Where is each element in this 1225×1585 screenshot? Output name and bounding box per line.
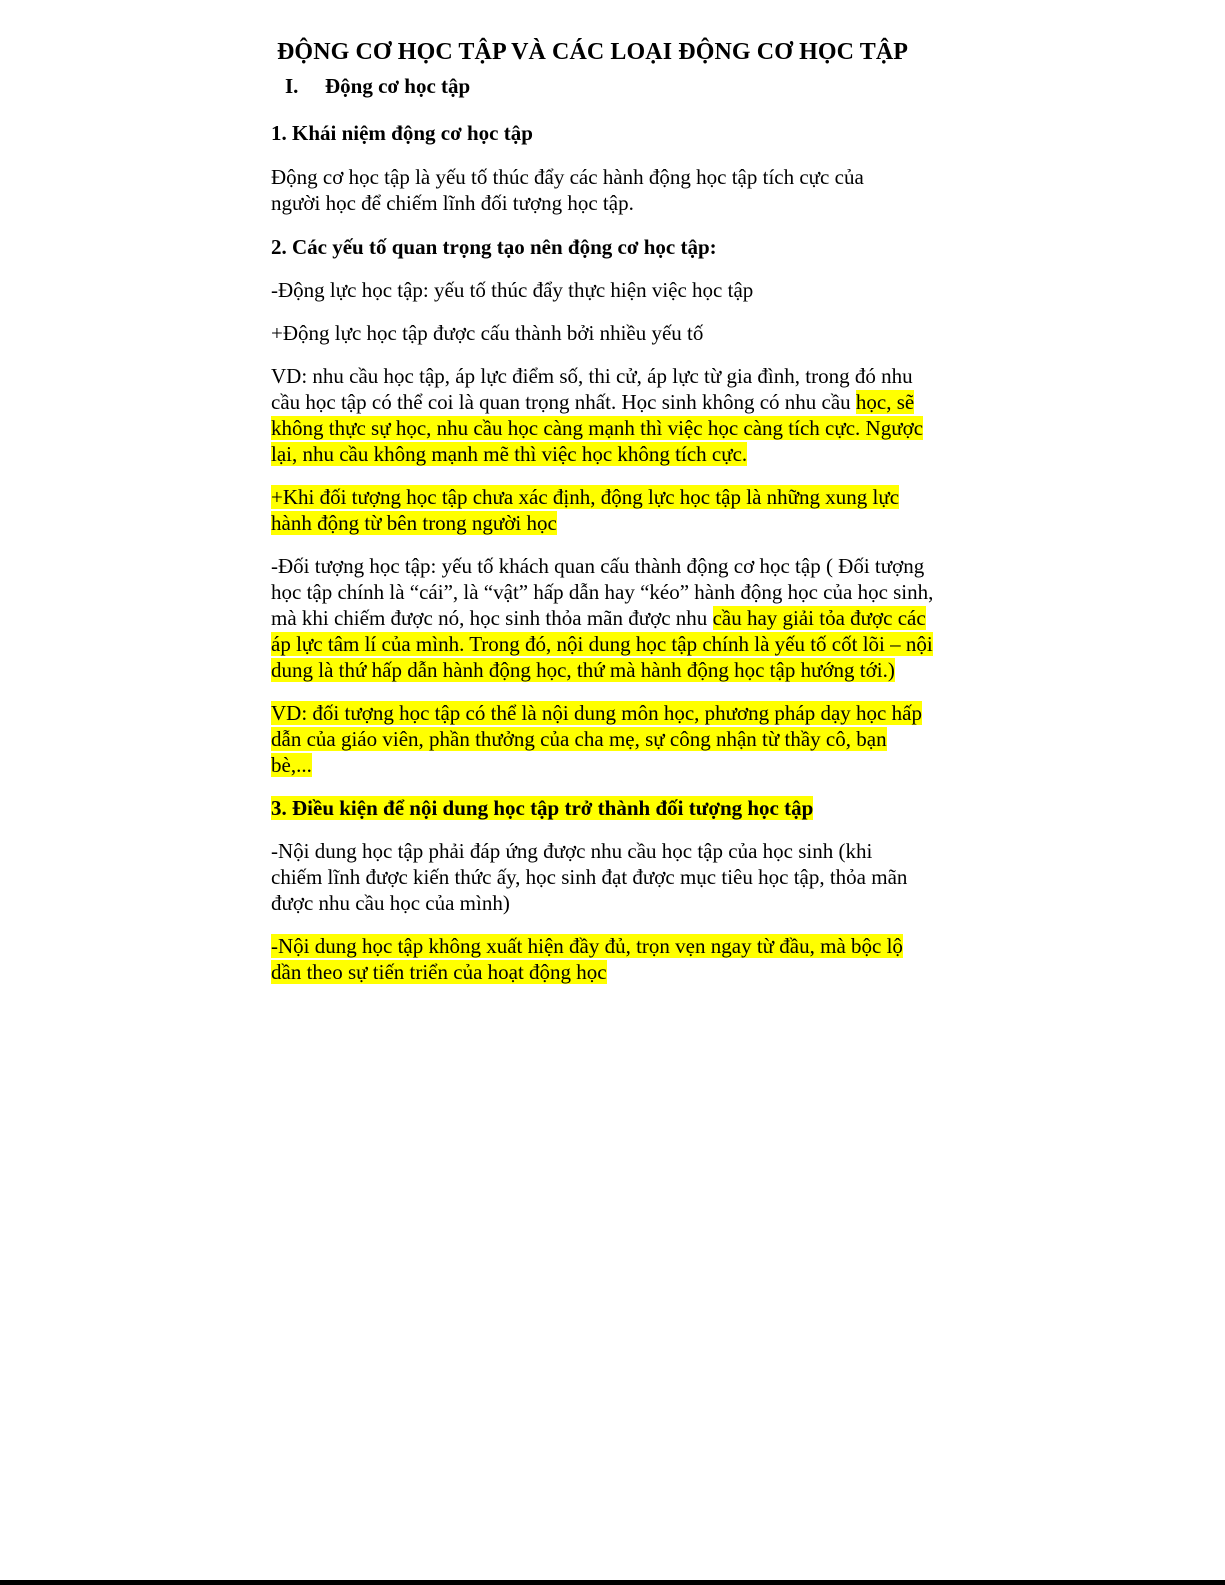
paragraph-motivation-factors: +Động lực học tập được cấu thành bởi nhiều yếu tố [271, 321, 704, 345]
heading-3 [271, 795, 951, 821]
highlighted-text: học, sẽ không thực sự học, nhu cầu học càng mạnh thì việc học càng tích cực. Ngược lại, nhu cầu không mạnh mẽ thì việc học không tích cực. [271, 390, 924, 466]
page-bottom-border [0, 1580, 1225, 1585]
section-heading [285, 72, 951, 100]
paragraph-condition-needs: -Nội dung học tập phải đáp ứng được nhu cầu học tập của học sinh (khi chiếm lĩnh được kiến thức ấy, học sinh đạt được mục tiêu học tập, thỏa mãn được nhu cầu học của mình) [271, 839, 908, 915]
highlighted-text: +Khi đối tượng học tập chưa xác định, động lực học tập là những xung lực hành động từ bên trong người học [271, 485, 900, 535]
highlighted-text: 3. Điều kiện để nội dung học tập trở thành đối tượng học tập [271, 796, 814, 820]
document-page [271, 36, 951, 985]
section-number: I. [285, 74, 299, 98]
paragraph-condition-gradual [271, 933, 926, 985]
paragraph-example-objects [271, 700, 931, 778]
paragraph-example-needs [271, 363, 931, 467]
document-title: ĐỘNG CƠ HỌC TẬP VÀ CÁC LOẠI ĐỘNG CƠ HỌC TẬP [277, 39, 909, 65]
highlighted-text: -Nội dung học tập không xuất hiện đầy đủ, trọn vẹn ngay từ đầu, mà bộc lộ dần theo sự tiến triển của hoạt động học [271, 934, 903, 984]
highlighted-text: VD: đối tượng học tập có thể là nội dung môn học, phương pháp dạy học hấp dẫn của giáo viên, phần thưởng của cha mẹ, sự công nhận từ thầy cô, bạn bè,... [271, 701, 922, 777]
section-title: Động cơ học tập [325, 74, 471, 98]
paragraph-impulse [271, 484, 941, 536]
heading-1: 1. Khái niệm động cơ học tập [271, 121, 533, 145]
paragraph-motivation: -Động lực học tập: yếu tố thúc đẩy thực hiện việc học tập [271, 278, 754, 302]
paragraph-example-needs-plain: VD: nhu cầu học tập, áp lực điểm số, thi cử, áp lực từ gia đình, trong đó nhu cầu học tập có thể coi là quan trọng nhất. Học sinh không có nhu cầu [271, 364, 913, 414]
paragraph-learning-object-plain: -Đối tượng học tập: yếu tố khách quan cấu thành động cơ học tập ( Đối tượng học tập chính là “cái”, là “vật” hấp dẫn hay “kéo” hành động học của học sinh, mà khi chiếm được nó, học sinh thỏa mãn được nhu [271, 554, 934, 630]
paragraph-definition: Động cơ học tập là yếu tố thúc đẩy các hành động học tập tích cực của người học để chiếm lĩnh đối tượng học tập. [271, 165, 864, 215]
heading-2: 2. Các yếu tố quan trọng tạo nên động cơ học tập: [271, 235, 717, 259]
highlighted-text: cầu hay giải tỏa được các áp lực tâm lí của mình. Trong đó, nội dung học tập chính là yếu tố cốt lõi – nội dung là thứ hấp dẫn hành động học, thứ mà hành động học tập hướng tới.) [271, 606, 933, 682]
paragraph-learning-object [271, 553, 936, 683]
